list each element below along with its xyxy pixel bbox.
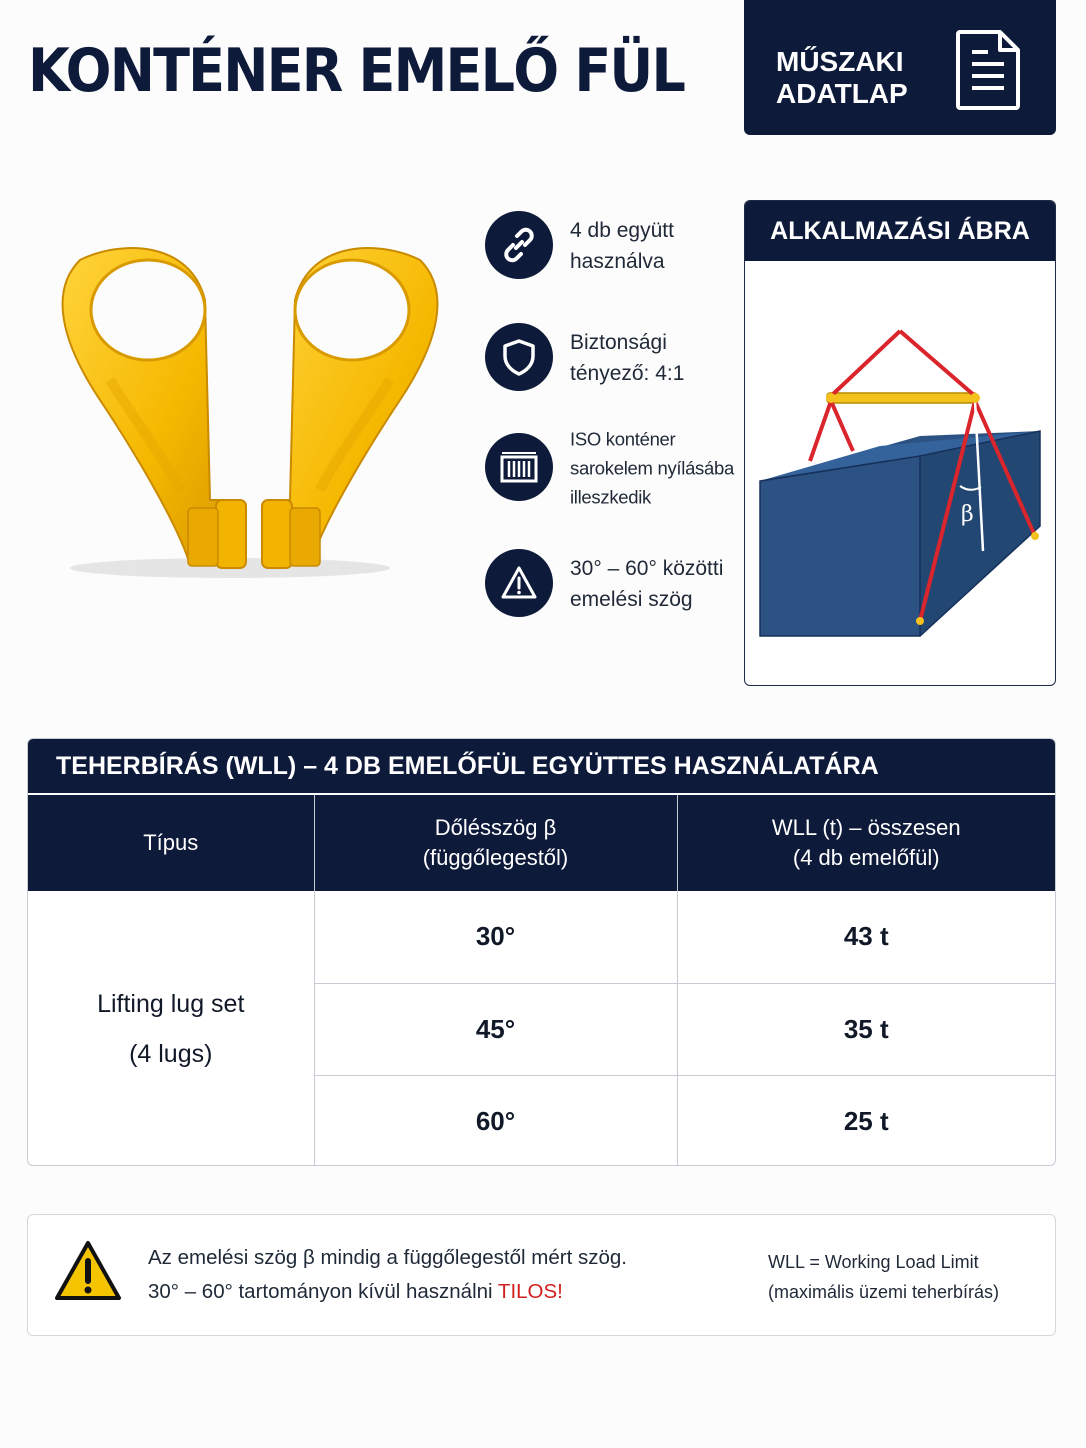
table-row [28, 891, 1055, 983]
type-line: (4 lugs) [129, 1040, 213, 1068]
feature-line: sarokelem nyílásába [570, 457, 734, 479]
feature-line: emelési szög [570, 588, 693, 611]
feature-line: illeszkedik [570, 486, 652, 508]
type-cell [28, 891, 314, 1166]
feature-four-units [485, 211, 745, 281]
badge-label-line1: MŰSZAKI [776, 46, 904, 77]
wll-cell: 25 t [677, 1075, 1055, 1166]
header-line: Típus [143, 830, 199, 855]
header-line: Dőlésszög β [434, 815, 557, 840]
feature-line: 4 db együtt [570, 219, 674, 242]
feature-line: tényező: 4:1 [570, 362, 685, 385]
feature-text [570, 425, 734, 512]
feature-iso-container [485, 428, 745, 508]
warning-icon [485, 549, 553, 617]
notice-line2-text: 30° – 60° tartományon kívül használni [148, 1280, 498, 1303]
notice-danger-word: TILOS! [497, 1280, 563, 1303]
wll-table-grid [28, 795, 1055, 1166]
wll-cell: 35 t [677, 983, 1055, 1075]
wll-cell: 43 t [677, 891, 1055, 983]
beta-angle-label: β [961, 502, 974, 527]
page-title: KONTÉNER EMELŐ FÜL [28, 36, 685, 106]
lifting-lugs-image [40, 230, 460, 590]
header-line: (4 db emelőfül) [792, 845, 940, 870]
notice-line1: Az emelési szög β mindig a függőlegestől mért szög. [148, 1246, 627, 1269]
right-lug [262, 248, 437, 568]
application-diagram [744, 200, 1056, 686]
chain-link-icon [485, 211, 553, 279]
column-header-wll [677, 795, 1055, 891]
angle-cell: 30° [314, 891, 677, 983]
angle-cell: 60° [314, 1075, 677, 1166]
shield-icon [485, 323, 553, 391]
feature-line: Biztonsági [570, 331, 667, 354]
badge-label-line2: ADATLAP [776, 78, 908, 109]
wll-legend [768, 1247, 999, 1307]
header-line: WLL (t) – összesen [771, 815, 961, 840]
badge-label [776, 46, 908, 110]
feature-text [570, 215, 674, 277]
table-caption: TEHERBÍRÁS (WLL) – 4 DB EMELŐFÜL EGYÜTTES HASZNÁLATÁRA [28, 739, 1055, 795]
wll-table [27, 738, 1056, 1166]
angle-cell: 45° [314, 983, 677, 1075]
header-line: (függőlegestől) [422, 845, 569, 870]
container-icon [485, 433, 553, 501]
left-lug [63, 248, 246, 568]
feature-line: ISO konténer [570, 428, 676, 450]
type-line: Lifting lug set [97, 990, 245, 1018]
feature-text [570, 327, 684, 389]
feature-line: használva [570, 250, 665, 273]
notice-line2 [148, 1275, 627, 1309]
safety-notice [27, 1214, 1056, 1336]
feature-lifting-angle [485, 549, 745, 619]
feature-safety-factor [485, 323, 745, 393]
document-icon [954, 28, 1024, 112]
column-header-type [28, 795, 314, 891]
column-header-angle [314, 795, 677, 891]
legend-line: WLL = Working Load Limit [768, 1252, 979, 1272]
feature-line: 30° – 60° közötti [570, 557, 724, 580]
diagram-title: ALKALMAZÁSI ÁBRA [745, 201, 1055, 261]
legend-line: (maximális üzemi teherbírás) [768, 1282, 1000, 1302]
notice-text [148, 1241, 627, 1309]
feature-text [570, 553, 723, 615]
warning-triangle-icon [54, 1239, 122, 1303]
lifting-diagram [745, 261, 1055, 685]
